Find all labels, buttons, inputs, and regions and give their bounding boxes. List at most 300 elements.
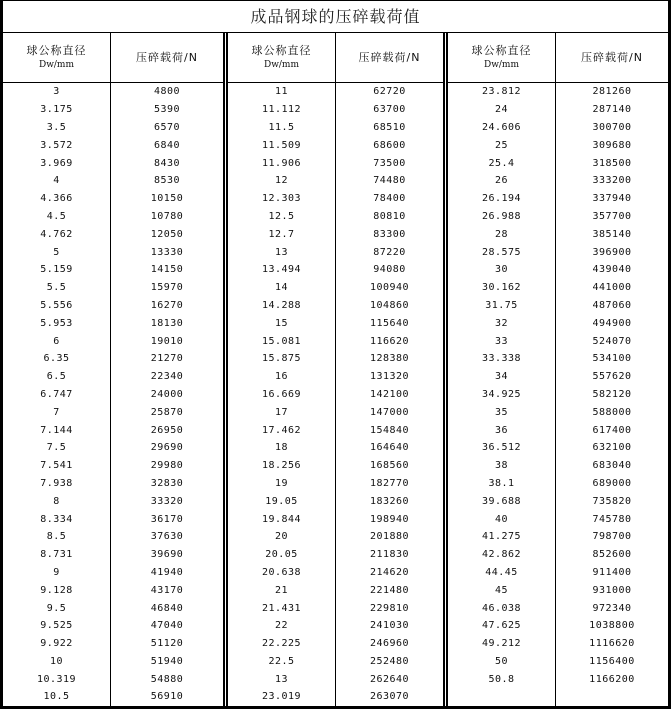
load-cell: 318500: [592, 157, 632, 169]
load-cell: 37630: [150, 531, 184, 543]
diameter-cell: 33.338: [448, 350, 556, 368]
diameter-cell: 22.5: [228, 653, 336, 671]
table-row: [3, 368, 223, 386]
table-row: [228, 599, 443, 617]
data-rows: [3, 83, 223, 706]
load-cell: 51120: [150, 638, 184, 650]
diameter-header-label: 球公称直径: [471, 43, 532, 57]
load-cell: 29980: [150, 460, 184, 472]
table-row: [3, 136, 223, 154]
diameter-cell: 11: [228, 83, 336, 101]
diameter-cell: 28: [448, 225, 556, 243]
load-cell: 198940: [369, 513, 410, 525]
table-row: [228, 581, 443, 599]
data-rows: [448, 83, 668, 706]
diameter-header: [3, 33, 111, 82]
table-row: [3, 599, 223, 617]
table-row: [3, 350, 223, 368]
table-row: [3, 670, 223, 688]
diameter-header-unit: Dw/mm: [38, 59, 75, 70]
load-cell: 13330: [150, 246, 184, 258]
diameter-cell: 9.5: [3, 599, 111, 617]
load-cell: 931000: [592, 584, 632, 596]
load-cell: 385140: [592, 228, 632, 240]
table-row: [3, 332, 223, 350]
load-cell: 32830: [150, 477, 184, 489]
table-row: [228, 208, 443, 226]
diameter-cell: 26.194: [448, 190, 556, 208]
diameter-cell: 9.128: [3, 581, 111, 599]
diameter-cell: 50: [448, 653, 556, 671]
diameter-cell: 12.303: [228, 190, 336, 208]
diameter-cell: 45: [448, 581, 556, 599]
load-cell: 83300: [373, 228, 406, 240]
load-cell: 262640: [369, 673, 410, 685]
diameter-cell: 13: [228, 243, 336, 261]
diameter-cell: 17.462: [228, 421, 336, 439]
table-row: [228, 421, 443, 439]
load-cell: [556, 688, 668, 706]
table-row: [3, 314, 223, 332]
table-row: [448, 225, 668, 243]
table-row: [448, 190, 668, 208]
load-cell: 1156400: [589, 655, 635, 667]
load-cell: 26950: [150, 424, 184, 436]
table-row: [3, 172, 223, 190]
load-cell: 29690: [150, 442, 184, 454]
table-row: [448, 510, 668, 528]
load-cell: 56910: [150, 691, 184, 703]
load-cell: 1116620: [589, 638, 635, 650]
table-row: [448, 332, 668, 350]
diameter-cell: 5: [3, 243, 111, 261]
table-row: [448, 208, 668, 226]
diameter-cell: 36: [448, 421, 556, 439]
diameter-cell: 31.75: [448, 297, 556, 315]
load-cell: 287140: [592, 104, 632, 116]
table-row: [448, 581, 668, 599]
diameter-header: [448, 33, 556, 82]
diameter-cell: 34.925: [448, 386, 556, 404]
table-row: [448, 261, 668, 279]
load-cell: 36170: [150, 513, 184, 525]
load-cell: 852600: [592, 549, 632, 561]
table-row: [3, 617, 223, 635]
table-row: [228, 528, 443, 546]
table-row: [448, 421, 668, 439]
table-row: [3, 581, 223, 599]
table-row: [448, 546, 668, 564]
load-cell: 182770: [369, 477, 410, 489]
diameter-cell: 20.638: [228, 564, 336, 582]
load-cell: 582120: [592, 388, 632, 400]
diameter-cell: 11.112: [228, 101, 336, 119]
diameter-cell: 38.1: [448, 475, 556, 493]
table-row: [3, 83, 223, 101]
diameter-cell: 21: [228, 581, 336, 599]
diameter-cell: 21.431: [228, 599, 336, 617]
load-cell: 300700: [592, 121, 632, 133]
table-row: [3, 439, 223, 457]
table-row: [448, 688, 668, 706]
diameter-cell: 3.175: [3, 101, 111, 119]
load-cell: 14150: [150, 264, 184, 276]
load-cell: 211830: [369, 549, 410, 561]
table-row: [228, 83, 443, 101]
table-row: [228, 439, 443, 457]
table-row: [448, 599, 668, 617]
column-group-1: [3, 33, 223, 706]
table-row: [448, 457, 668, 475]
header-row: [3, 33, 223, 83]
load-cell: 63700: [373, 104, 406, 116]
diameter-cell: 7.5: [3, 439, 111, 457]
table-row: [228, 190, 443, 208]
load-cell: 8430: [153, 157, 181, 169]
table-title: 成品钢球的压碎载荷值: [3, 1, 668, 33]
diameter-cell: 19: [228, 475, 336, 493]
diameter-cell: 14.288: [228, 297, 336, 315]
load-cell: 8530: [153, 175, 181, 187]
diameter-cell: 46.038: [448, 599, 556, 617]
table-row: [448, 492, 668, 510]
table-row: [448, 368, 668, 386]
table-row: [448, 350, 668, 368]
load-cell: 80810: [373, 210, 406, 222]
load-cell: 4800: [153, 86, 181, 98]
table-row: [3, 386, 223, 404]
table-row: [448, 83, 668, 101]
load-cell: 18130: [150, 317, 184, 329]
diameter-cell: 38: [448, 457, 556, 475]
diameter-cell: 36.512: [448, 439, 556, 457]
diameter-cell: 30: [448, 261, 556, 279]
load-cell: 142100: [369, 388, 410, 400]
load-cell: 22340: [150, 371, 184, 383]
load-cell: 6840: [153, 139, 181, 151]
diameter-cell: 7.541: [3, 457, 111, 475]
diameter-cell: 19.844: [228, 510, 336, 528]
table-row: [3, 510, 223, 528]
diameter-cell: 8.5: [3, 528, 111, 546]
table-row: [228, 564, 443, 582]
diameter-cell: 24: [448, 101, 556, 119]
diameter-cell: 15.081: [228, 332, 336, 350]
diameter-cell: 5.953: [3, 314, 111, 332]
diameter-cell: 12: [228, 172, 336, 190]
load-cell: 439040: [592, 264, 632, 276]
load-cell: 104860: [369, 299, 410, 311]
table-row: [448, 386, 668, 404]
load-cell: 911400: [592, 566, 632, 578]
table-row: [3, 119, 223, 137]
diameter-header: [228, 33, 336, 82]
load-cell: 798700: [592, 531, 632, 543]
table-row: [3, 421, 223, 439]
table-row: [3, 261, 223, 279]
diameter-cell: 33: [448, 332, 556, 350]
diameter-cell: 3.572: [3, 136, 111, 154]
diameter-cell: 4.366: [3, 190, 111, 208]
table-row: [228, 243, 443, 261]
load-cell: 24000: [150, 388, 184, 400]
load-cell: 689000: [592, 477, 632, 489]
load-cell: 25870: [150, 406, 184, 418]
load-cell: 632100: [592, 442, 632, 454]
load-cell: 116620: [369, 335, 410, 347]
load-cell: 246960: [369, 638, 410, 650]
diameter-cell: 19.05: [228, 492, 336, 510]
load-cell: 534100: [592, 353, 632, 365]
table-row: [3, 297, 223, 315]
data-rows: [228, 83, 443, 706]
load-cell: 745780: [592, 513, 632, 525]
table-row: [448, 279, 668, 297]
diameter-cell: 12.5: [228, 208, 336, 226]
column-group-2: [223, 33, 443, 706]
table-row: [448, 564, 668, 582]
table-row: [3, 635, 223, 653]
diameter-cell: 6.5: [3, 368, 111, 386]
table-row: [3, 190, 223, 208]
diameter-header-unit: Dw/mm: [483, 59, 520, 70]
diameter-cell: 9.922: [3, 635, 111, 653]
diameter-cell: 47.625: [448, 617, 556, 635]
diameter-cell: 8.334: [3, 510, 111, 528]
diameter-cell: 28.575: [448, 243, 556, 261]
diameter-cell: 8.731: [3, 546, 111, 564]
load-cell: 168560: [369, 460, 410, 472]
diameter-cell: 26: [448, 172, 556, 190]
diameter-cell: 50.8: [448, 670, 556, 688]
load-cell: 131320: [369, 371, 410, 383]
diameter-cell: 13.494: [228, 261, 336, 279]
load-cell: 15970: [150, 282, 184, 294]
diameter-cell: 9: [3, 564, 111, 582]
load-header: [556, 33, 668, 82]
table-row: [448, 119, 668, 137]
table-row: [228, 492, 443, 510]
load-cell: 221480: [369, 584, 410, 596]
load-cell: 309680: [592, 139, 632, 151]
table-row: [448, 653, 668, 671]
table-row: [448, 617, 668, 635]
load-cell: 281260: [592, 86, 632, 98]
load-cell: 6570: [153, 121, 181, 133]
load-cell: 46840: [150, 602, 184, 614]
diameter-cell: 12.7: [228, 225, 336, 243]
table-row: [228, 510, 443, 528]
table-row: [228, 314, 443, 332]
load-cell: 494900: [592, 317, 632, 329]
load-cell: 33320: [150, 495, 184, 507]
diameter-cell: 15.875: [228, 350, 336, 368]
table-row: [448, 136, 668, 154]
diameter-cell: 30.162: [448, 279, 556, 297]
load-cell: 252480: [369, 655, 410, 667]
diameter-cell: 24.606: [448, 119, 556, 137]
table-row: [448, 439, 668, 457]
load-cell: 683040: [592, 460, 632, 472]
load-cell: 54880: [150, 673, 184, 685]
diameter-cell: 17: [228, 403, 336, 421]
diameter-cell: 5.159: [3, 261, 111, 279]
load-header: [111, 33, 223, 82]
diameter-header-label: 球公称直径: [26, 43, 87, 57]
table-row: [3, 564, 223, 582]
load-cell: 972340: [592, 602, 632, 614]
diameter-cell: 18: [228, 439, 336, 457]
table-row: [3, 403, 223, 421]
table-row: [228, 350, 443, 368]
table-row: [3, 154, 223, 172]
diameter-cell: 8: [3, 492, 111, 510]
load-cell: 68600: [373, 139, 406, 151]
diameter-cell: 7.144: [3, 421, 111, 439]
table-row: [448, 297, 668, 315]
header-row: [228, 33, 443, 83]
load-cell: 87220: [373, 246, 406, 258]
diameter-cell: 7.938: [3, 475, 111, 493]
load-cell: 62720: [373, 86, 406, 98]
table-row: [3, 101, 223, 119]
diameter-cell: 22: [228, 617, 336, 635]
load-header-label: 压碎载荷/N: [136, 50, 198, 64]
load-header: [336, 33, 443, 82]
load-header-label: 压碎载荷/N: [581, 50, 643, 64]
table-row: [3, 243, 223, 261]
diameter-cell: 26.988: [448, 208, 556, 226]
load-cell: 164640: [369, 442, 410, 454]
table-row: [448, 475, 668, 493]
table-row: [228, 119, 443, 137]
load-cell: 1166200: [589, 673, 635, 685]
diameter-cell: 6.747: [3, 386, 111, 404]
table-row: [448, 403, 668, 421]
column-group-3: [443, 33, 668, 706]
table-row: [3, 653, 223, 671]
load-cell: 115640: [369, 317, 410, 329]
diameter-cell: 5.5: [3, 279, 111, 297]
table-row: [448, 635, 668, 653]
diameter-cell: 20: [228, 528, 336, 546]
diameter-cell: 3: [3, 83, 111, 101]
diameter-cell: 15: [228, 314, 336, 332]
table-row: [228, 101, 443, 119]
load-cell: 357700: [592, 210, 632, 222]
load-cell: 78400: [373, 193, 406, 205]
load-cell: 337940: [592, 193, 632, 205]
diameter-cell: 25: [448, 136, 556, 154]
table-row: [228, 154, 443, 172]
diameter-cell: 11.906: [228, 154, 336, 172]
diameter-header-label: 球公称直径: [251, 43, 312, 57]
table-row: [3, 475, 223, 493]
table-row: [448, 670, 668, 688]
table-row: [3, 546, 223, 564]
load-cell: 21270: [150, 353, 184, 365]
table-row: [448, 243, 668, 261]
load-cell: 1038800: [589, 620, 635, 632]
table-row: [228, 368, 443, 386]
table-row: [228, 688, 443, 706]
table-row: [228, 332, 443, 350]
table-row: [3, 528, 223, 546]
load-cell: 441000: [592, 282, 632, 294]
table-row: [3, 225, 223, 243]
load-cell: 396900: [592, 246, 632, 258]
load-cell: 333200: [592, 175, 632, 187]
diameter-cell: 34: [448, 368, 556, 386]
table-row: [3, 208, 223, 226]
load-cell: 73500: [373, 157, 406, 169]
table-row: [228, 670, 443, 688]
table-row: [448, 314, 668, 332]
diameter-cell: 16: [228, 368, 336, 386]
diameter-cell: 39.688: [448, 492, 556, 510]
table-row: [228, 635, 443, 653]
table-row: [228, 225, 443, 243]
table-row: [448, 172, 668, 190]
load-cell: 183260: [369, 495, 410, 507]
load-cell: 5390: [153, 104, 181, 116]
table-row: [228, 475, 443, 493]
load-cell: 47040: [150, 620, 184, 632]
table-row: [228, 457, 443, 475]
load-cell: 201880: [369, 531, 410, 543]
table-row: [228, 546, 443, 564]
load-cell: 524070: [592, 335, 632, 347]
diameter-cell: 4.5: [3, 208, 111, 226]
table-row: [228, 172, 443, 190]
load-cell: 241030: [369, 620, 410, 632]
load-cell: 147000: [369, 406, 410, 418]
table-row: [228, 653, 443, 671]
diameter-cell: 25.4: [448, 154, 556, 172]
load-cell: 68510: [373, 121, 406, 133]
diameter-cell: 16.669: [228, 386, 336, 404]
diameter-cell: 4.762: [3, 225, 111, 243]
load-cell: 43170: [150, 584, 184, 596]
diameter-cell: 18.256: [228, 457, 336, 475]
load-cell: 100940: [369, 282, 410, 294]
load-cell: 41940: [150, 566, 184, 578]
load-cell: 263070: [369, 691, 410, 703]
table-row: [228, 136, 443, 154]
load-cell: 10780: [150, 210, 184, 222]
load-cell: 487060: [592, 299, 632, 311]
load-cell: 154840: [369, 424, 410, 436]
load-cell: 735820: [592, 495, 632, 507]
table-row: [3, 688, 223, 706]
diameter-cell: 10.5: [3, 688, 111, 706]
diameter-cell: 41.275: [448, 528, 556, 546]
load-cell: 214620: [369, 566, 410, 578]
diameter-cell: 3.5: [3, 119, 111, 137]
load-cell: 588000: [592, 406, 632, 418]
load-cell: 10150: [150, 193, 184, 205]
diameter-cell: 20.05: [228, 546, 336, 564]
diameter-cell: 11.509: [228, 136, 336, 154]
table-row: [228, 279, 443, 297]
diameter-cell: 9.525: [3, 617, 111, 635]
table-row: [228, 386, 443, 404]
load-cell: 51940: [150, 655, 184, 667]
diameter-cell: 10: [3, 653, 111, 671]
diameter-cell: [448, 688, 556, 706]
table-row: [228, 617, 443, 635]
diameter-cell: 23.812: [448, 83, 556, 101]
